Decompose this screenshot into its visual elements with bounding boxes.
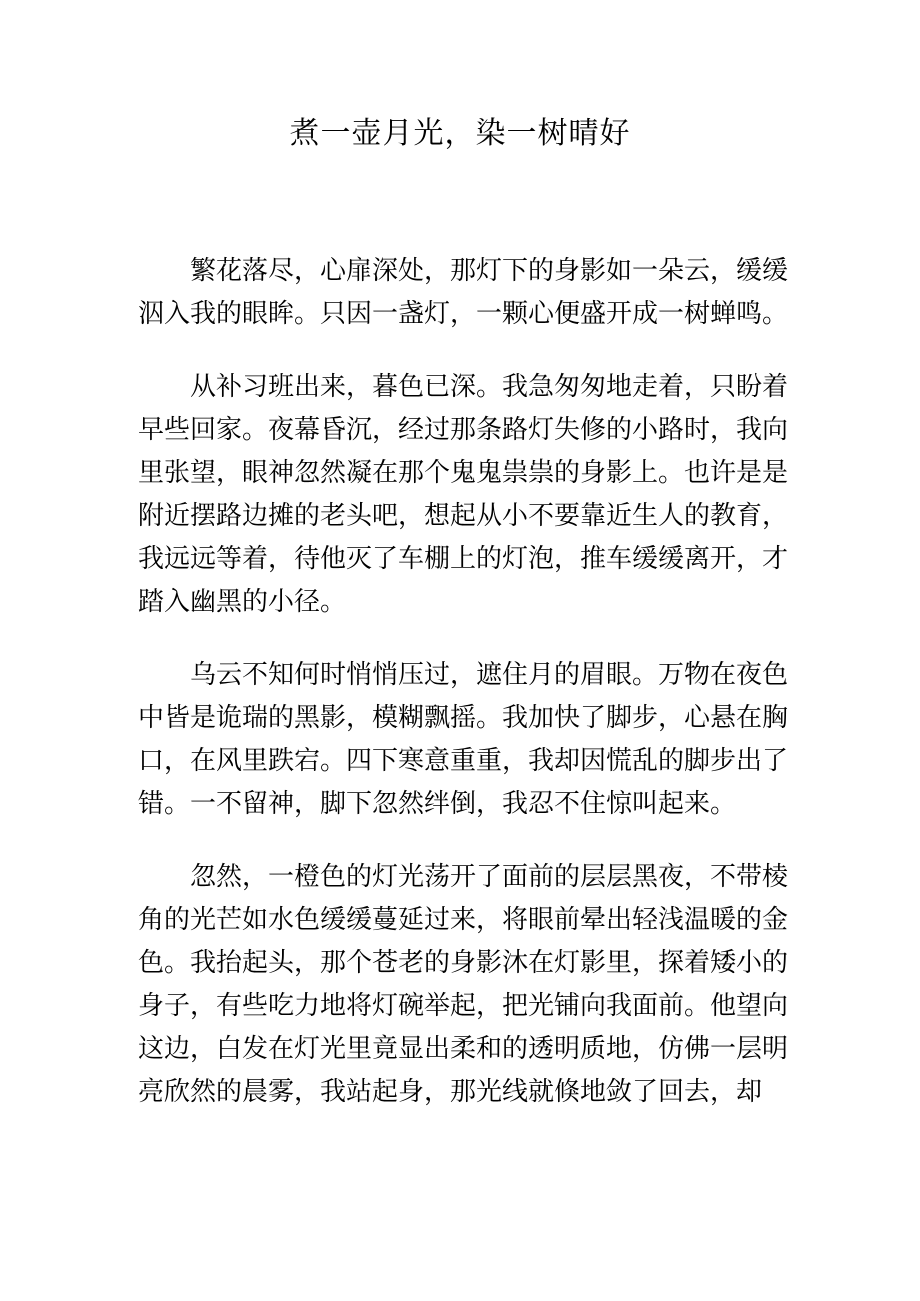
paragraph-1: 繁花落尽，心扉深处，那灯下的身影如一朵云，缓缓泅入我的眼眸。只因一盏灯，一颗心便盛开成一树蝉鸣。: [138, 256, 789, 329]
paragraph-4: 忽然，一橙色的灯光荡开了面前的层层黑夜，不带棱角的光芒如水色缓缓蔓延过来，将眼前晕出轻浅温暖的金色。我抬起头，那个苍老的身影沐在灯影里，探着矮小的身子，有些吃力地将灯碗举起，把光铺向我面前。他望向这边，白发在灯光里竟显出柔和的透明质地，仿佛一层明亮欣然的晨雾，我站起身，那光线就倏地敛了回去，却: [138, 862, 789, 1107]
paragraph-3: 乌云不知何时悄悄压过，遮住月的眉眼。万物在夜色中皆是诡瑞的黑影，模糊飘摇。我加快了脚步，心悬在胸口，在风里跌宕。四下寒意重重，我却因慌乱的脚步出了错。一不留神，脚下忽然绊倒，我忍不住惊叫起来。: [138, 660, 789, 819]
paragraph-2: 从补习班出来，暮色已深。我急匆匆地走着，只盼着早些回家。夜幕昏沉，经过那条路灯失修的小路时，我向里张望，眼神忽然凝在那个鬼鬼祟祟的身影上。也许是是附近摆路边摊的老头吧，想起从小不要靠近生人的教育，我远远等着，待他灭了车棚上的灯泡，推车缓缓离开，才踏入幽黑的小径。: [138, 372, 789, 617]
document-body: [138, 250, 788, 1144]
document-title: 煮一壶月光，染一树晴好: [289, 116, 631, 151]
